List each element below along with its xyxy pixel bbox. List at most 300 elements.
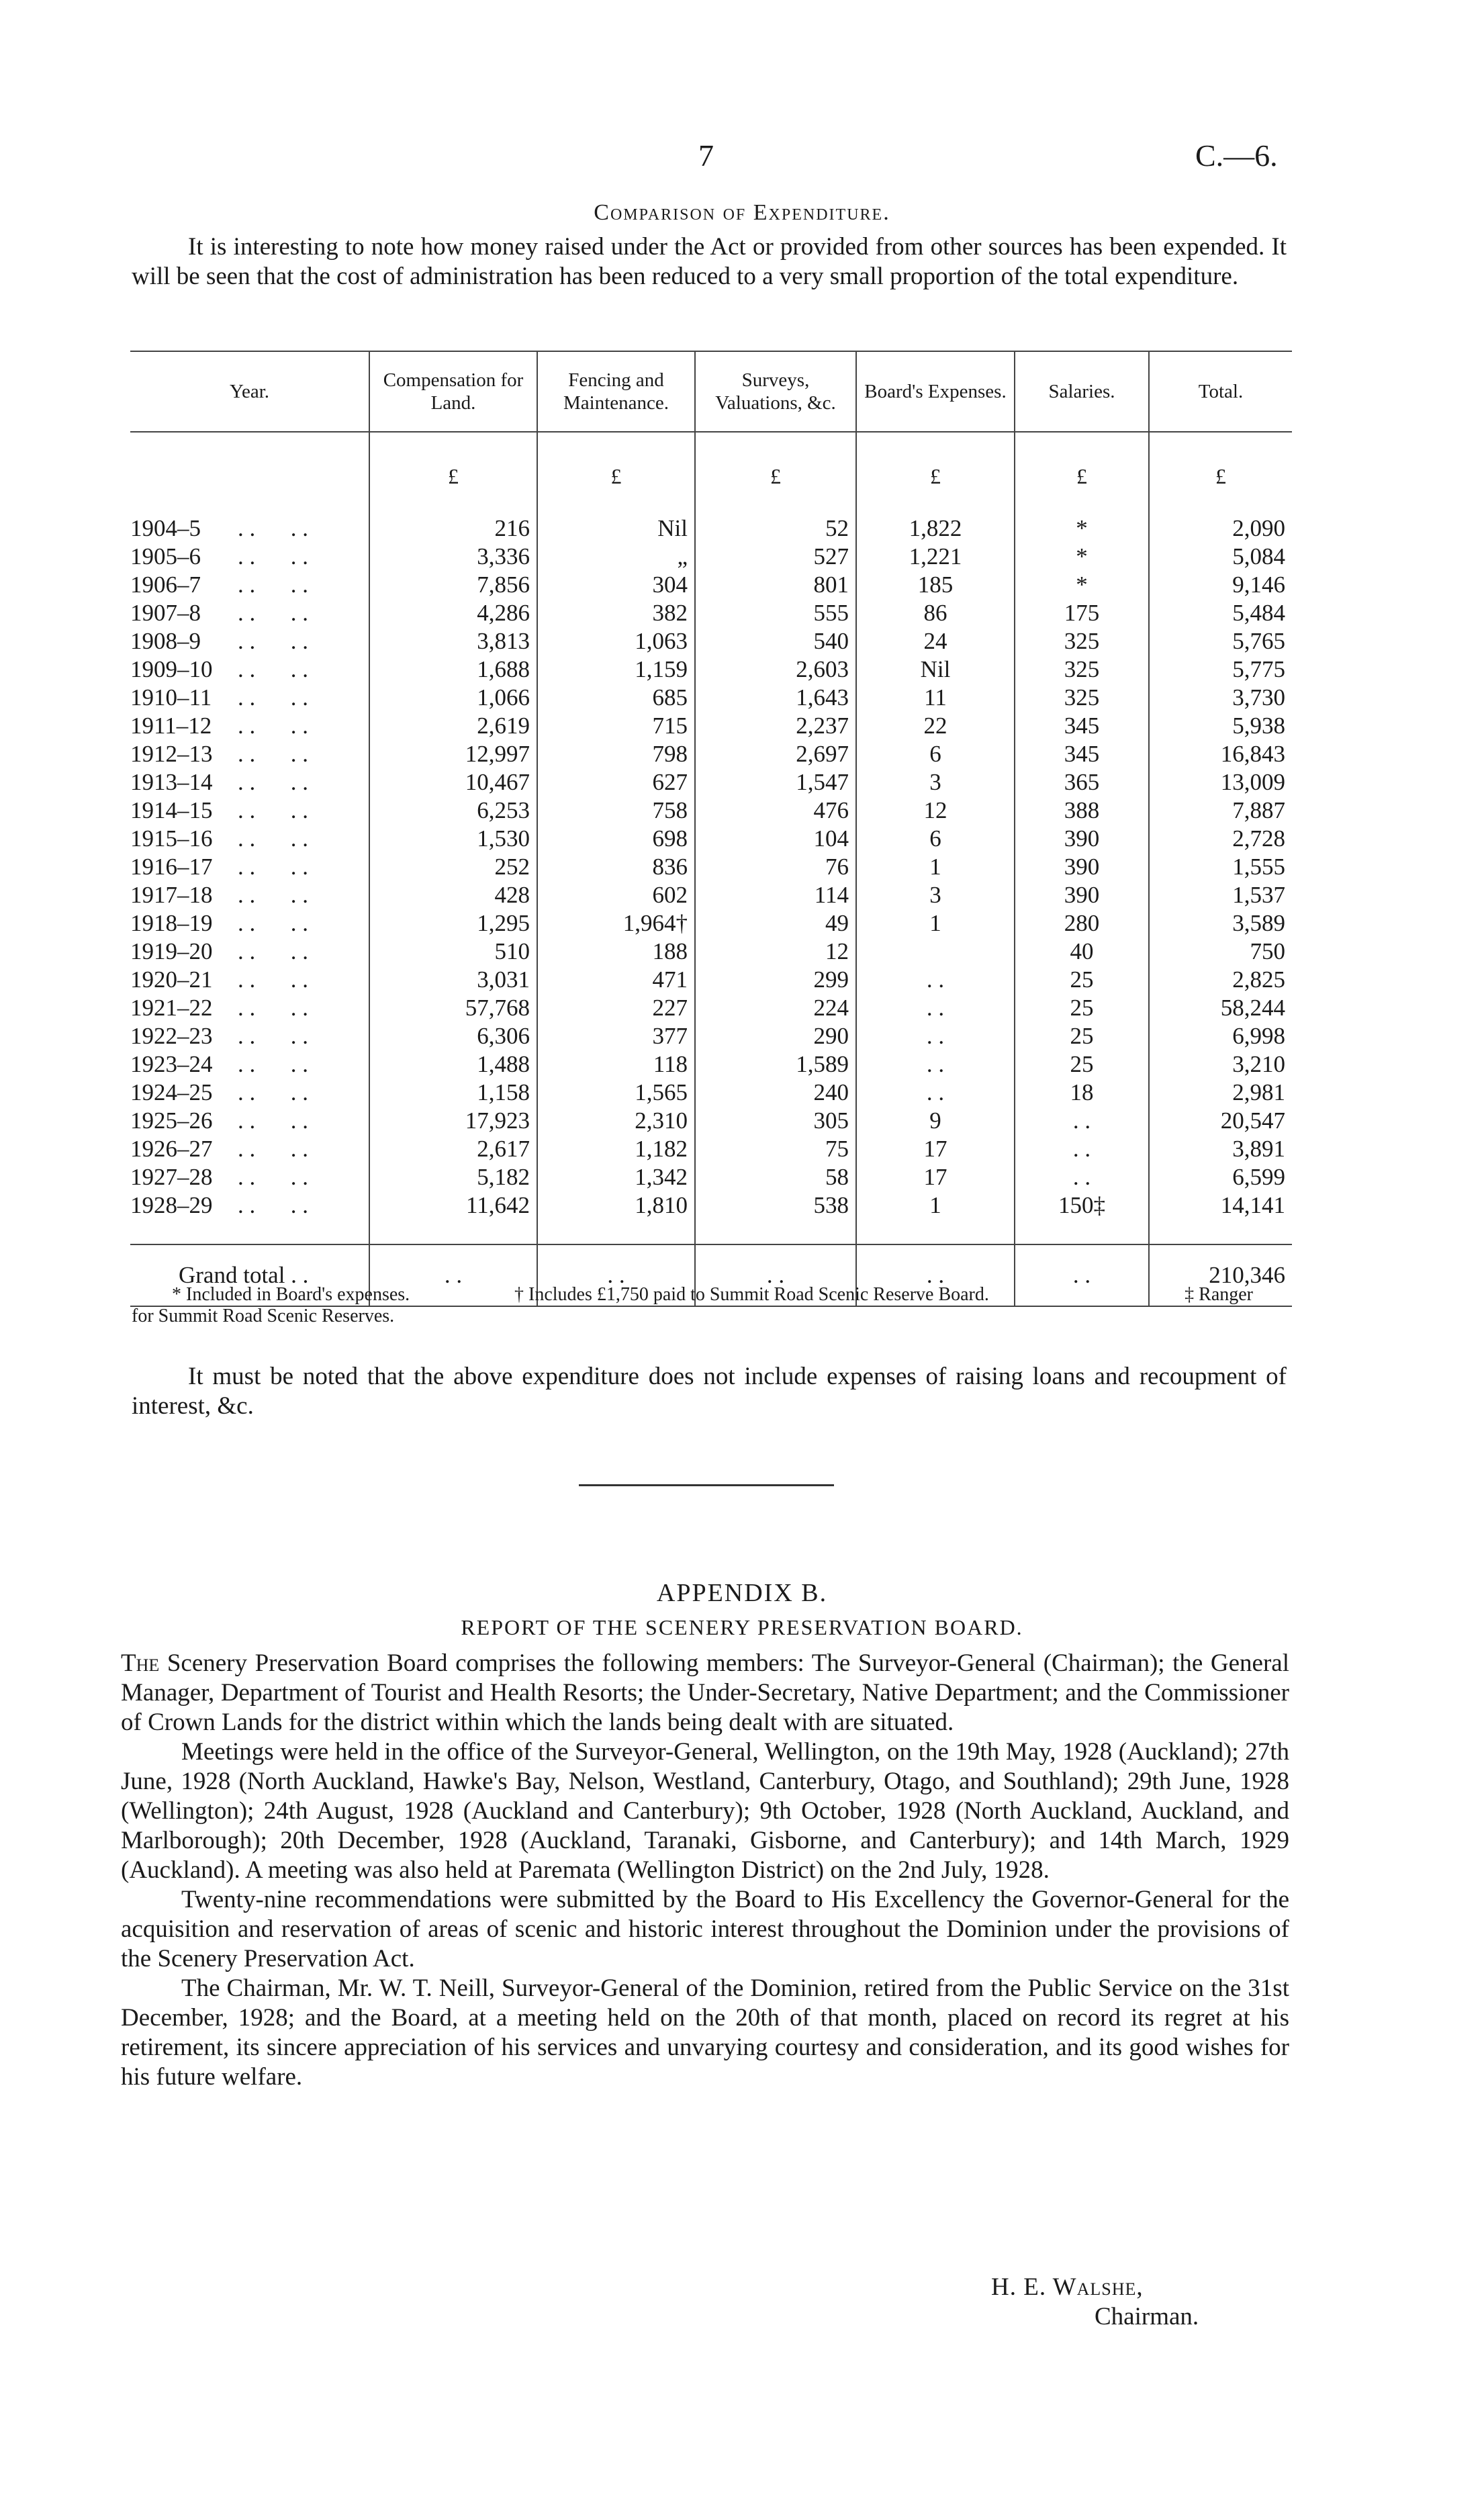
table-row: [130, 1022, 1292, 1050]
value-cell: 345: [1015, 740, 1149, 768]
year-cell: [130, 1135, 369, 1163]
year-label: 1928–29: [130, 1192, 213, 1218]
value-cell: 715: [537, 712, 695, 740]
value-cell: . .: [1015, 1107, 1149, 1135]
value-cell: 325: [1015, 684, 1149, 712]
footnote-double-dagger: ‡ Ranger: [1185, 1284, 1253, 1305]
value-cell: Nil: [537, 514, 695, 543]
year-cell: [130, 1163, 369, 1191]
table-body: [130, 432, 1292, 1306]
value-cell: . .: [1015, 1135, 1149, 1163]
year-cell: [130, 881, 369, 909]
value-cell: 1,537: [1149, 881, 1292, 909]
expenditure-table-wrapper: [130, 351, 1292, 1307]
year-label: 1906–7: [130, 572, 201, 598]
value-cell: 2,697: [695, 740, 856, 768]
value-cell: 185: [856, 571, 1015, 599]
footnote-star: * Included in Board's expenses.: [172, 1284, 410, 1305]
value-cell: 390: [1015, 881, 1149, 909]
year-cell: [130, 1050, 369, 1079]
table-row: [130, 1163, 1292, 1191]
value-cell: 17: [856, 1163, 1015, 1191]
value-cell: . .: [856, 1050, 1015, 1079]
header-surveys: Surveys, Valuations, &c.: [695, 351, 856, 432]
year-leader-dots: . . . .: [238, 966, 308, 993]
value-cell: 2,728: [1149, 825, 1292, 853]
table-row: [130, 740, 1292, 768]
report-body: [121, 1649, 1289, 2092]
year-label: 1927–28: [130, 1164, 213, 1190]
year-leader-dots: . . . .: [238, 741, 308, 767]
value-cell: 18: [1015, 1079, 1149, 1107]
value-cell: 1: [856, 1191, 1015, 1220]
year-leader-dots: . . . .: [238, 684, 308, 711]
value-cell: 299: [695, 966, 856, 994]
year-leader-dots: . . . .: [238, 910, 308, 936]
spacer-row: [130, 1220, 1292, 1244]
year-leader-dots: . . . .: [238, 1136, 308, 1162]
unit-cell: £: [695, 432, 856, 490]
year-leader-dots: . . . .: [238, 882, 308, 908]
value-cell: 836: [537, 853, 695, 881]
value-cell: 6: [856, 825, 1015, 853]
value-cell: 388: [1015, 797, 1149, 825]
unit-row: [130, 432, 1292, 490]
value-cell: 428: [369, 881, 537, 909]
value-cell: 20,547: [1149, 1107, 1292, 1135]
year-label: 1910–11: [130, 684, 212, 711]
header-compensation: Compensation for Land.: [369, 351, 537, 432]
value-cell: 382: [537, 599, 695, 627]
year-cell: [130, 1022, 369, 1050]
table-row: [130, 1191, 1292, 1220]
value-cell: 1,643: [695, 684, 856, 712]
table-row: [130, 1135, 1292, 1163]
value-cell: 75: [695, 1135, 856, 1163]
value-cell: 758: [537, 797, 695, 825]
year-leader-dots: . . . .: [238, 769, 308, 795]
value-cell: 798: [537, 740, 695, 768]
year-label: 1917–18: [130, 882, 213, 908]
value-cell: 76: [695, 853, 856, 881]
year-leader-dots: . . . .: [238, 1079, 308, 1105]
year-leader-dots: . . . .: [238, 797, 308, 823]
year-label: 1913–14: [130, 769, 213, 795]
year-cell: [130, 627, 369, 655]
year-leader-dots: . . . .: [238, 1107, 308, 1134]
value-cell: . .: [856, 1022, 1015, 1050]
grand-total-cell: . .: [1015, 1244, 1149, 1306]
value-cell: „: [537, 543, 695, 571]
value-cell: 750: [1149, 938, 1292, 966]
value-cell: 1,295: [369, 909, 537, 938]
value-cell: 1,822: [856, 514, 1015, 543]
table-row: [130, 571, 1292, 599]
document-reference: C.—6.: [1195, 138, 1278, 173]
report-title: REPORT OF THE SCENERY PRESERVATION BOARD.: [461, 1615, 1023, 1639]
value-cell: 1,810: [537, 1191, 695, 1220]
table-row: [130, 909, 1292, 938]
year-label: 1919–20: [130, 938, 213, 964]
value-cell: 6: [856, 740, 1015, 768]
year-label: 1922–23: [130, 1023, 213, 1049]
value-cell: 25: [1015, 1022, 1149, 1050]
year-label: 1908–9: [130, 628, 201, 654]
value-cell: 365: [1015, 768, 1149, 797]
value-cell: 10,467: [369, 768, 537, 797]
value-cell: 6,253: [369, 797, 537, 825]
year-label: 1907–8: [130, 600, 201, 626]
value-cell: . .: [856, 994, 1015, 1022]
value-cell: 12: [695, 938, 856, 966]
report-paragraph: The Chairman, Mr. W. T. Neill, Surveyor-General of the Dominion, retired from the Public Service on the 31st December, 1928; and the Board, at a meeting held on the 20th of that month, placed on record its regret at his retirement, its sincere appreciation of his services and unvarying courtesy and consideration, and its good wishes for his future welfare.: [121, 1974, 1289, 2091]
value-cell: 476: [695, 797, 856, 825]
header-salaries: Salaries.: [1015, 351, 1149, 432]
value-cell: 685: [537, 684, 695, 712]
value-cell: 1,488: [369, 1050, 537, 1079]
year-cell: [130, 994, 369, 1022]
table-row: [130, 712, 1292, 740]
value-cell: . .: [856, 966, 1015, 994]
table-row: [130, 1050, 1292, 1079]
value-cell: 801: [695, 571, 856, 599]
value-cell: . .: [856, 1079, 1015, 1107]
value-cell: 3,336: [369, 543, 537, 571]
value-cell: 3,813: [369, 627, 537, 655]
year-cell: [130, 853, 369, 881]
value-cell: 58,244: [1149, 994, 1292, 1022]
value-cell: 1,158: [369, 1079, 537, 1107]
value-cell: Nil: [856, 655, 1015, 684]
value-cell: 1,547: [695, 768, 856, 797]
value-cell: 14,141: [1149, 1191, 1292, 1220]
table-row: [130, 994, 1292, 1022]
expenditure-note: It must be noted that the above expenditure does not include expenses of raising loans and recoupment of interest, &c.: [132, 1363, 1287, 1420]
value-cell: 3: [856, 881, 1015, 909]
value-cell: 1,221: [856, 543, 1015, 571]
year-leader-dots: . . . .: [238, 825, 308, 852]
table-row: [130, 655, 1292, 684]
year-label: 1904–5: [130, 515, 201, 541]
value-cell: 1,159: [537, 655, 695, 684]
value-cell: 1,964†: [537, 909, 695, 938]
section-divider: [579, 1484, 834, 1486]
spacer-row: [130, 490, 1292, 514]
value-cell: 1,530: [369, 825, 537, 853]
year-cell: [130, 740, 369, 768]
year-cell: [130, 514, 369, 543]
unit-cell: [130, 432, 369, 490]
value-cell: *: [1015, 514, 1149, 543]
table-row: [130, 966, 1292, 994]
year-cell: [130, 825, 369, 853]
value-cell: 240: [695, 1079, 856, 1107]
value-cell: . .: [1015, 1163, 1149, 1191]
value-cell: 510: [369, 938, 537, 966]
year-cell: [130, 797, 369, 825]
value-cell: 52: [695, 514, 856, 543]
value-cell: 86: [856, 599, 1015, 627]
year-cell: [130, 1107, 369, 1135]
value-cell: 5,182: [369, 1163, 537, 1191]
year-leader-dots: . . . .: [238, 1023, 308, 1049]
unit-cell: £: [369, 432, 537, 490]
value-cell: 280: [1015, 909, 1149, 938]
appendix-heading: APPENDIX B.: [656, 1579, 828, 1607]
report-paragraph: Twenty-nine recommendations were submitted by the Board to His Excellency the Governor-General for the acquisition and reservation of areas of scenic and historic interest throughout the Dominion under the provisions of the Scenery Preservation Act.: [121, 1886, 1289, 1972]
value-cell: 390: [1015, 853, 1149, 881]
year-label: 1905–6: [130, 543, 201, 570]
year-cell: [130, 712, 369, 740]
value-cell: 7,856: [369, 571, 537, 599]
page-number: 7: [698, 138, 714, 173]
value-cell: 2,310: [537, 1107, 695, 1135]
table-header-row: [130, 351, 1292, 432]
value-cell: 1,555: [1149, 853, 1292, 881]
year-label: 1920–21: [130, 966, 213, 993]
year-leader-dots: . . . .: [238, 713, 308, 739]
intro-paragraph: It is interesting to note how money raised under the Act or provided from other sources has been expended. It will be seen that the cost of administration has been reduced to a very small proportion of the total expenditure.: [132, 233, 1287, 290]
table-row: [130, 938, 1292, 966]
value-cell: 5,938: [1149, 712, 1292, 740]
value-cell: 325: [1015, 655, 1149, 684]
value-cell: 22: [856, 712, 1015, 740]
value-cell: 118: [537, 1050, 695, 1079]
header-total: Total.: [1149, 351, 1292, 432]
value-cell: 3,210: [1149, 1050, 1292, 1079]
value-cell: 2,619: [369, 712, 537, 740]
unit-cell: £: [537, 432, 695, 490]
year-leader-dots: . . . .: [238, 572, 308, 598]
value-cell: 3,589: [1149, 909, 1292, 938]
year-cell: [130, 599, 369, 627]
value-cell: 538: [695, 1191, 856, 1220]
value-cell: 57,768: [369, 994, 537, 1022]
year-cell: [130, 1079, 369, 1107]
report-paragraph: [121, 1649, 1289, 1737]
value-cell: 9,146: [1149, 571, 1292, 599]
year-leader-dots: . . . .: [238, 854, 308, 880]
year-leader-dots: . . . .: [238, 628, 308, 654]
grand-total-label: Grand total . .: [130, 1244, 369, 1306]
value-cell: 2,090: [1149, 514, 1292, 543]
value-cell: 13,009: [1149, 768, 1292, 797]
year-cell: [130, 768, 369, 797]
year-label: 1925–26: [130, 1107, 213, 1134]
table-row: [130, 684, 1292, 712]
year-leader-dots: . . . .: [238, 515, 308, 541]
year-label: 1915–16: [130, 825, 213, 852]
value-cell: 216: [369, 514, 537, 543]
year-label: 1921–22: [130, 995, 213, 1021]
value-cell: 188: [537, 938, 695, 966]
value-cell: 1,182: [537, 1135, 695, 1163]
value-cell: 304: [537, 571, 695, 599]
table-row: [130, 768, 1292, 797]
value-cell: 540: [695, 627, 856, 655]
value-cell: 224: [695, 994, 856, 1022]
value-cell: 602: [537, 881, 695, 909]
value-cell: 471: [537, 966, 695, 994]
grand-total-cell: . .: [369, 1244, 537, 1306]
table-row: [130, 627, 1292, 655]
value-cell: 150‡: [1015, 1191, 1149, 1220]
table-row: [130, 797, 1292, 825]
year-label: 1923–24: [130, 1051, 213, 1077]
footnote-dagger: † Includes £1,750 paid to Summit Road Scenic Reserve Board.: [514, 1284, 989, 1305]
value-cell: 1,342: [537, 1163, 695, 1191]
value-cell: *: [1015, 543, 1149, 571]
table-row: [130, 1107, 1292, 1135]
value-cell: 9: [856, 1107, 1015, 1135]
value-cell: 12,997: [369, 740, 537, 768]
value-cell: 2,825: [1149, 966, 1292, 994]
value-cell: 1: [856, 853, 1015, 881]
year-leader-dots: . . . .: [238, 543, 308, 570]
value-cell: 24: [856, 627, 1015, 655]
value-cell: 390: [1015, 825, 1149, 853]
grand-total-value: 210,346: [1149, 1244, 1292, 1306]
year-cell: [130, 571, 369, 599]
value-cell: 2,617: [369, 1135, 537, 1163]
year-cell: [130, 909, 369, 938]
report-paragraph: Meetings were held in the office of the Surveyor-General, Wellington, on the 19th May, 1928 (Auckland); 27th June, 1928 (North Auckland, Hawke's Bay, Nelson, Westland, Canterbury, Otago, and Southland); 29th June, 1928 (Wellington); 24th August, 1928 (Auckland and Canterbury); 9th October, 1928 (North Auckland, Auckland, and Marlborough); 20th December, 1928 (Auckland, Taranaki, Gisborne, and Canterbury); and 14th March, 1929 (Auckland). A meeting was also held at Paremata (Wellington District) on the 2nd July, 1928.: [121, 1738, 1289, 1884]
value-cell: 227: [537, 994, 695, 1022]
value-cell: 3: [856, 768, 1015, 797]
footnote-continuation: for Summit Road Scenic Reserves.: [132, 1306, 395, 1326]
year-label: 1914–15: [130, 797, 213, 823]
unit-cell: £: [1149, 432, 1292, 490]
unit-cell: £: [856, 432, 1015, 490]
year-label: 1916–17: [130, 854, 213, 880]
value-cell: 5,484: [1149, 599, 1292, 627]
value-cell: 16,843: [1149, 740, 1292, 768]
year-cell: [130, 938, 369, 966]
year-leader-dots: . . . .: [238, 995, 308, 1021]
paragraph-text: Scenery Preservation Board comprises the following members: The Surveyor-General (Chairman); the General Manager, Department of Tourist and Health Resorts; the Under-Secretary, Native Department; and the Commissioner of Crown Lands for the district within which the lands being dealt with are situated.: [121, 1649, 1289, 1736]
value-cell: 377: [537, 1022, 695, 1050]
value-cell: 25: [1015, 994, 1149, 1022]
value-cell: 17,923: [369, 1107, 537, 1135]
value-cell: 527: [695, 543, 856, 571]
year-label: 1911–12: [130, 713, 212, 739]
year-leader-dots: . . . .: [238, 656, 308, 682]
value-cell: 12: [856, 797, 1015, 825]
value-cell: 5,084: [1149, 543, 1292, 571]
table-row: [130, 1079, 1292, 1107]
year-label: 1918–19: [130, 910, 213, 936]
value-cell: 6,998: [1149, 1022, 1292, 1050]
value-cell: 1,589: [695, 1050, 856, 1079]
header-board-expenses: Board's Expenses.: [856, 351, 1015, 432]
value-cell: 4,286: [369, 599, 537, 627]
value-cell: 2,981: [1149, 1079, 1292, 1107]
value-cell: 345: [1015, 712, 1149, 740]
value-cell: 627: [537, 768, 695, 797]
table-row: [130, 825, 1292, 853]
value-cell: [856, 938, 1015, 966]
value-cell: 1,565: [537, 1079, 695, 1107]
value-cell: 7,887: [1149, 797, 1292, 825]
value-cell: 5,775: [1149, 655, 1292, 684]
year-leader-dots: . . . .: [238, 1051, 308, 1077]
value-cell: 11: [856, 684, 1015, 712]
value-cell: 17: [856, 1135, 1015, 1163]
value-cell: 3,730: [1149, 684, 1292, 712]
value-cell: 58: [695, 1163, 856, 1191]
year-leader-dots: . . . .: [238, 1164, 308, 1190]
grand-total-cell: . .: [695, 1244, 856, 1306]
value-cell: 290: [695, 1022, 856, 1050]
expenditure-table: [130, 351, 1292, 1307]
value-cell: 5,765: [1149, 627, 1292, 655]
year-cell: [130, 684, 369, 712]
table-row: [130, 599, 1292, 627]
table-row: [130, 543, 1292, 571]
value-cell: 325: [1015, 627, 1149, 655]
value-cell: 2,237: [695, 712, 856, 740]
value-cell: 40: [1015, 938, 1149, 966]
section-title: Comparison of Expenditure.: [594, 200, 890, 225]
year-cell: [130, 543, 369, 571]
value-cell: 2,603: [695, 655, 856, 684]
value-cell: 175: [1015, 599, 1149, 627]
grand-total-cell: . .: [537, 1244, 695, 1306]
year-cell: [130, 655, 369, 684]
year-label: 1924–25: [130, 1079, 213, 1105]
value-cell: 104: [695, 825, 856, 853]
value-cell: 698: [537, 825, 695, 853]
year-label: 1909–10: [130, 656, 213, 682]
year-leader-dots: . . . .: [238, 1192, 308, 1218]
table-row: [130, 853, 1292, 881]
header-fencing: Fencing and Maintenance.: [537, 351, 695, 432]
year-cell: [130, 1191, 369, 1220]
signature-name: H. E. Walshe,: [991, 2273, 1144, 2301]
value-cell: 114: [695, 881, 856, 909]
signature-title: Chairman.: [1095, 2303, 1199, 2330]
year-cell: [130, 966, 369, 994]
value-cell: 1,063: [537, 627, 695, 655]
value-cell: 3,031: [369, 966, 537, 994]
value-cell: 11,642: [369, 1191, 537, 1220]
value-cell: 1,066: [369, 684, 537, 712]
year-leader-dots: . . . .: [238, 600, 308, 626]
value-cell: *: [1015, 571, 1149, 599]
year-leader-dots: . . . .: [238, 938, 308, 964]
value-cell: 555: [695, 599, 856, 627]
value-cell: 305: [695, 1107, 856, 1135]
value-cell: 3,891: [1149, 1135, 1292, 1163]
signature-block: [991, 2273, 1199, 2332]
value-cell: 1: [856, 909, 1015, 938]
header-year: Year.: [130, 351, 369, 432]
value-cell: 6,599: [1149, 1163, 1292, 1191]
value-cell: 1,688: [369, 655, 537, 684]
unit-cell: £: [1015, 432, 1149, 490]
value-cell: 25: [1015, 966, 1149, 994]
year-label: 1912–13: [130, 741, 213, 767]
table-row: [130, 881, 1292, 909]
value-cell: 6,306: [369, 1022, 537, 1050]
grand-total-cell: . .: [856, 1244, 1015, 1306]
table-row: [130, 514, 1292, 543]
paragraph-lead-word: The: [121, 1649, 160, 1677]
value-cell: 25: [1015, 1050, 1149, 1079]
value-cell: 252: [369, 853, 537, 881]
year-label: 1926–27: [130, 1136, 213, 1162]
footnotes: [132, 1284, 1293, 1327]
